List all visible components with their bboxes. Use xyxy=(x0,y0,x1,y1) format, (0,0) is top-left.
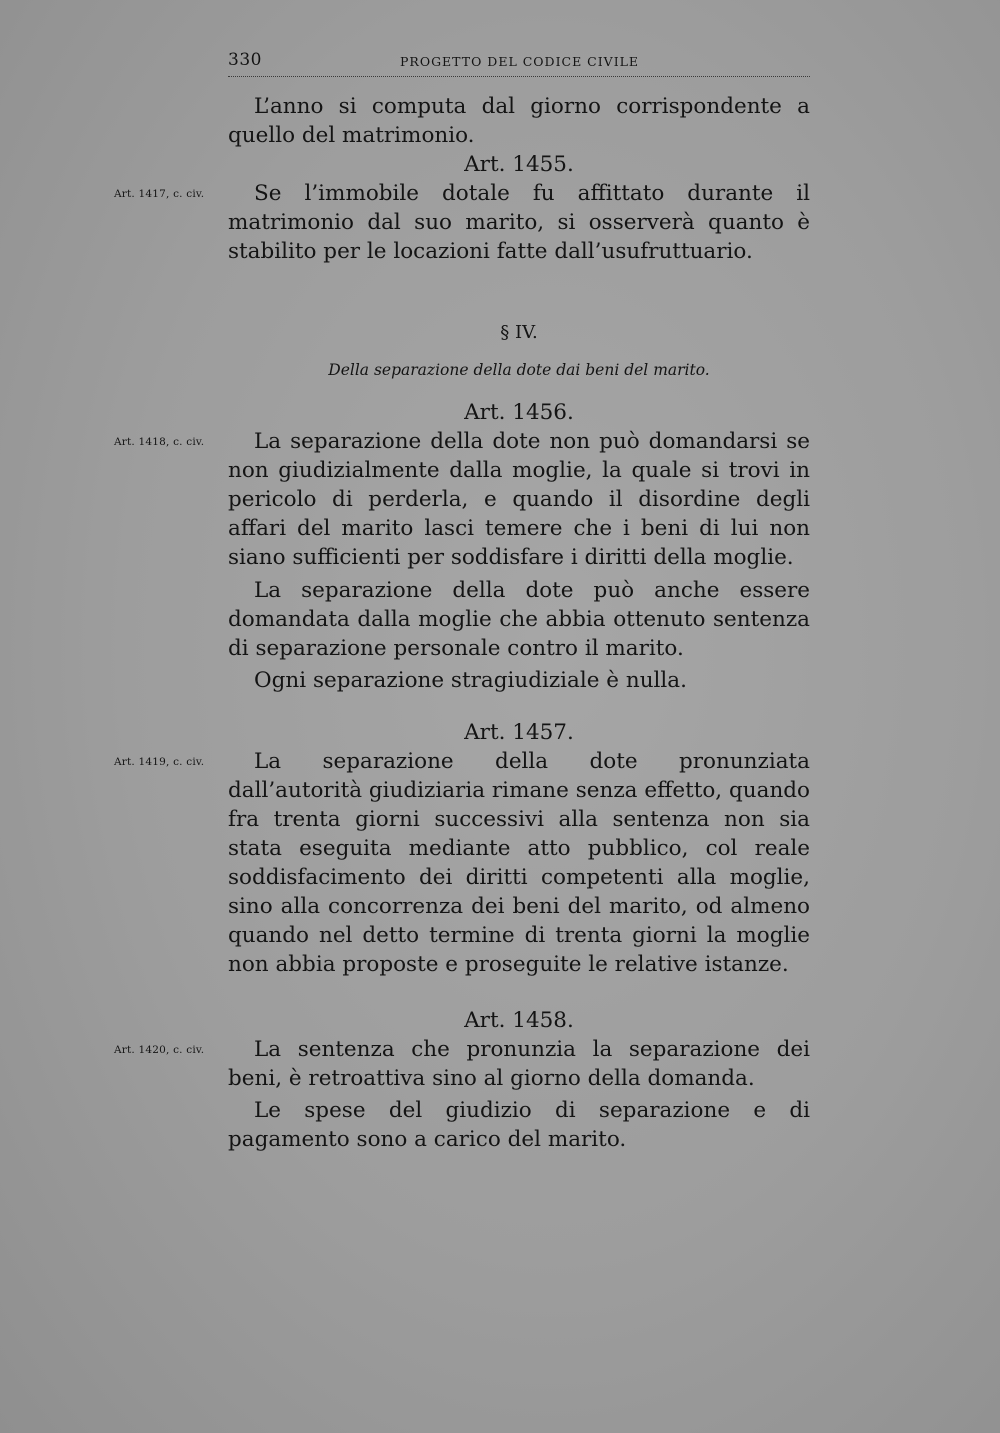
margin-reference-1457: Art. 1419, c. civ. xyxy=(114,756,205,768)
page-number: 330 xyxy=(228,50,262,70)
article-heading-1458: Art. 1458. xyxy=(464,1008,574,1033)
article-1456-paragraph-2: La separazione della dote può anche essere domandata dalla moglie che abbia ottenuto sentenza di separazione personale contro il marito. xyxy=(228,578,810,661)
opening-paragraph: L’anno si computa dal giorno corrispondente a quello del matrimonio. xyxy=(228,94,810,148)
running-title: PROGETTO DEL CODICE CIVILE xyxy=(400,54,640,69)
margin-reference-1455: Art. 1417, c. civ. xyxy=(114,188,205,200)
margin-reference-1458: Art. 1420, c. civ. xyxy=(114,1044,205,1056)
article-text-1457: La separazione della dote pronunziata dall’autorità giudiziaria rimane senza effetto, quando fra trenta giorni successivi alla sentenza non sia stata eseguita mediante atto pubblico, col reale soddisfacimento dei diritti competenti alla moglie, sino alla concorrenza dei beni del marito, od almeno quando nel detto termine di trenta giorni la moglie non abbia proposte e proseguite le relative istanze. xyxy=(228,749,810,977)
article-1458-paragraph-1: La sentenza che pronunzia la separazione dei beni, è retroattiva sino al giorno della domanda. xyxy=(228,1037,810,1091)
section-title: Della separazione della dote dai beni del marito. xyxy=(328,361,710,379)
margin-reference-1456: Art. 1418, c. civ. xyxy=(114,436,205,448)
article-text-1455: Se l’immobile dotale fu affittato durante il matrimonio dal suo marito, si osserverà quanto è stabilito per le locazioni fatte dall’usufruttuario. xyxy=(228,181,810,264)
article-1456-paragraph-1: La separazione della dote non può domandarsi se non giudizialmente dalla moglie, la quale si trovi in pericolo di perderla, e quando il disordine degli affari del marito lasci temere che i beni di lui non siano sufficienti per soddisfare i diritti della moglie. xyxy=(228,429,810,570)
article-1458-paragraph-2: Le spese del giudizio di separazione e di pagamento sono a carico del marito. xyxy=(228,1098,810,1152)
article-heading-1455: Art. 1455. xyxy=(464,152,574,177)
article-1456-paragraph-3: Ogni separazione stragiudiziale è nulla. xyxy=(254,668,687,693)
article-heading-1456: Art. 1456. xyxy=(464,400,574,425)
page-header xyxy=(228,50,810,77)
article-heading-1457: Art. 1457. xyxy=(464,720,574,745)
section-number: § IV. xyxy=(500,322,538,343)
